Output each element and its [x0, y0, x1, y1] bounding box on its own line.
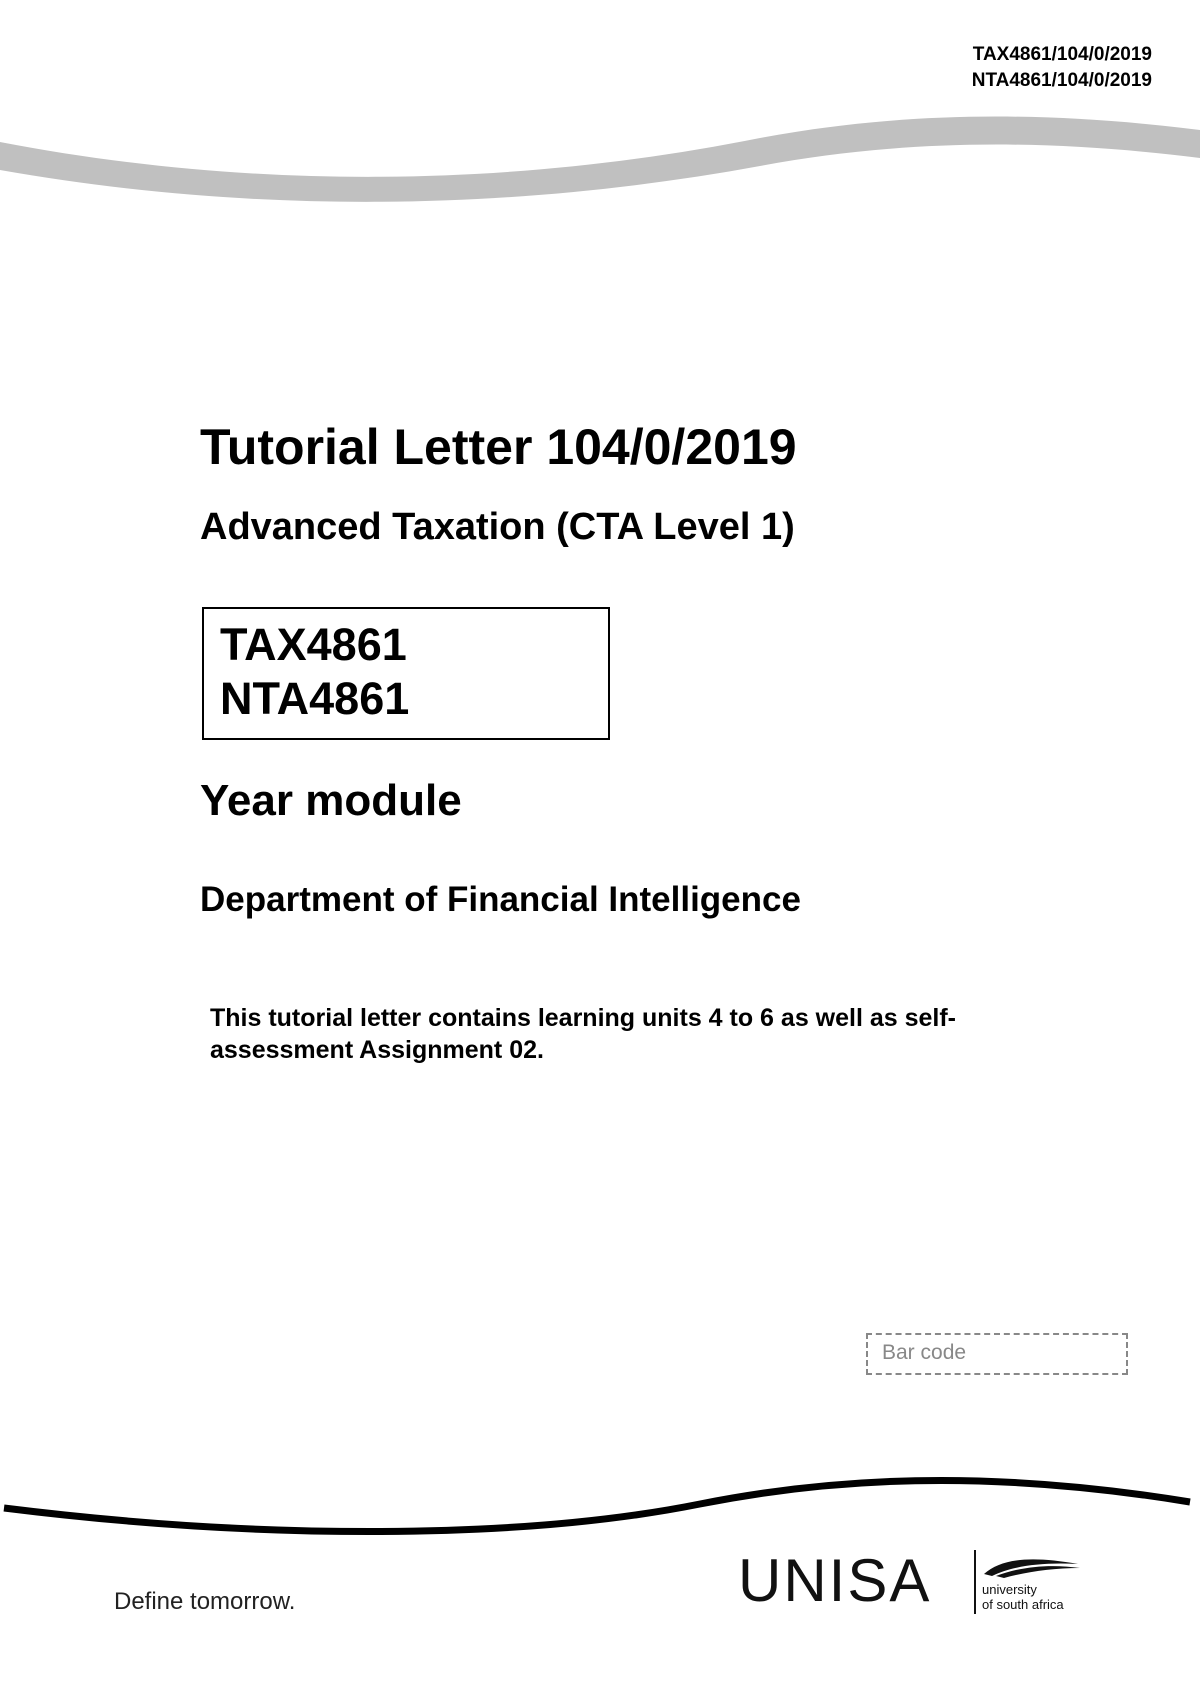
department-name: Department of Financial Intelligence [200, 880, 801, 919]
module-code-box [202, 607, 610, 740]
module-code-nta: NTA4861 [220, 673, 410, 724]
module-type: Year module [200, 776, 462, 825]
logo-divider [974, 1550, 976, 1614]
bird-emblem-icon [982, 1554, 1082, 1578]
barcode-placeholder: Bar code [866, 1333, 1128, 1375]
page-title: Tutorial Letter 104/0/2019 [200, 419, 797, 475]
document-reference [972, 42, 1152, 94]
course-name: Advanced Taxation (CTA Level 1) [200, 506, 795, 548]
reference-tax: TAX4861/104/0/2019 [972, 44, 1152, 65]
top-wave-decoration [0, 100, 1200, 220]
bottom-wave-decoration [0, 1460, 1200, 1560]
logo-sub-line-2: of south africa [982, 1597, 1064, 1612]
tagline: Define tomorrow. [114, 1588, 296, 1615]
reference-nta: NTA4861/104/0/2019 [971, 70, 1152, 91]
logo-subtitle [982, 1582, 1064, 1612]
logo-sub-line-1: university [982, 1582, 1037, 1597]
logo-wordmark: UNISA [738, 1547, 932, 1614]
module-code-tax: TAX4861 [220, 619, 407, 670]
letter-description: This tutorial letter contains learning units 4 to 6 as well as self-assessment Assignment 02. [210, 1004, 957, 1064]
unisa-logo [738, 1546, 1088, 1616]
